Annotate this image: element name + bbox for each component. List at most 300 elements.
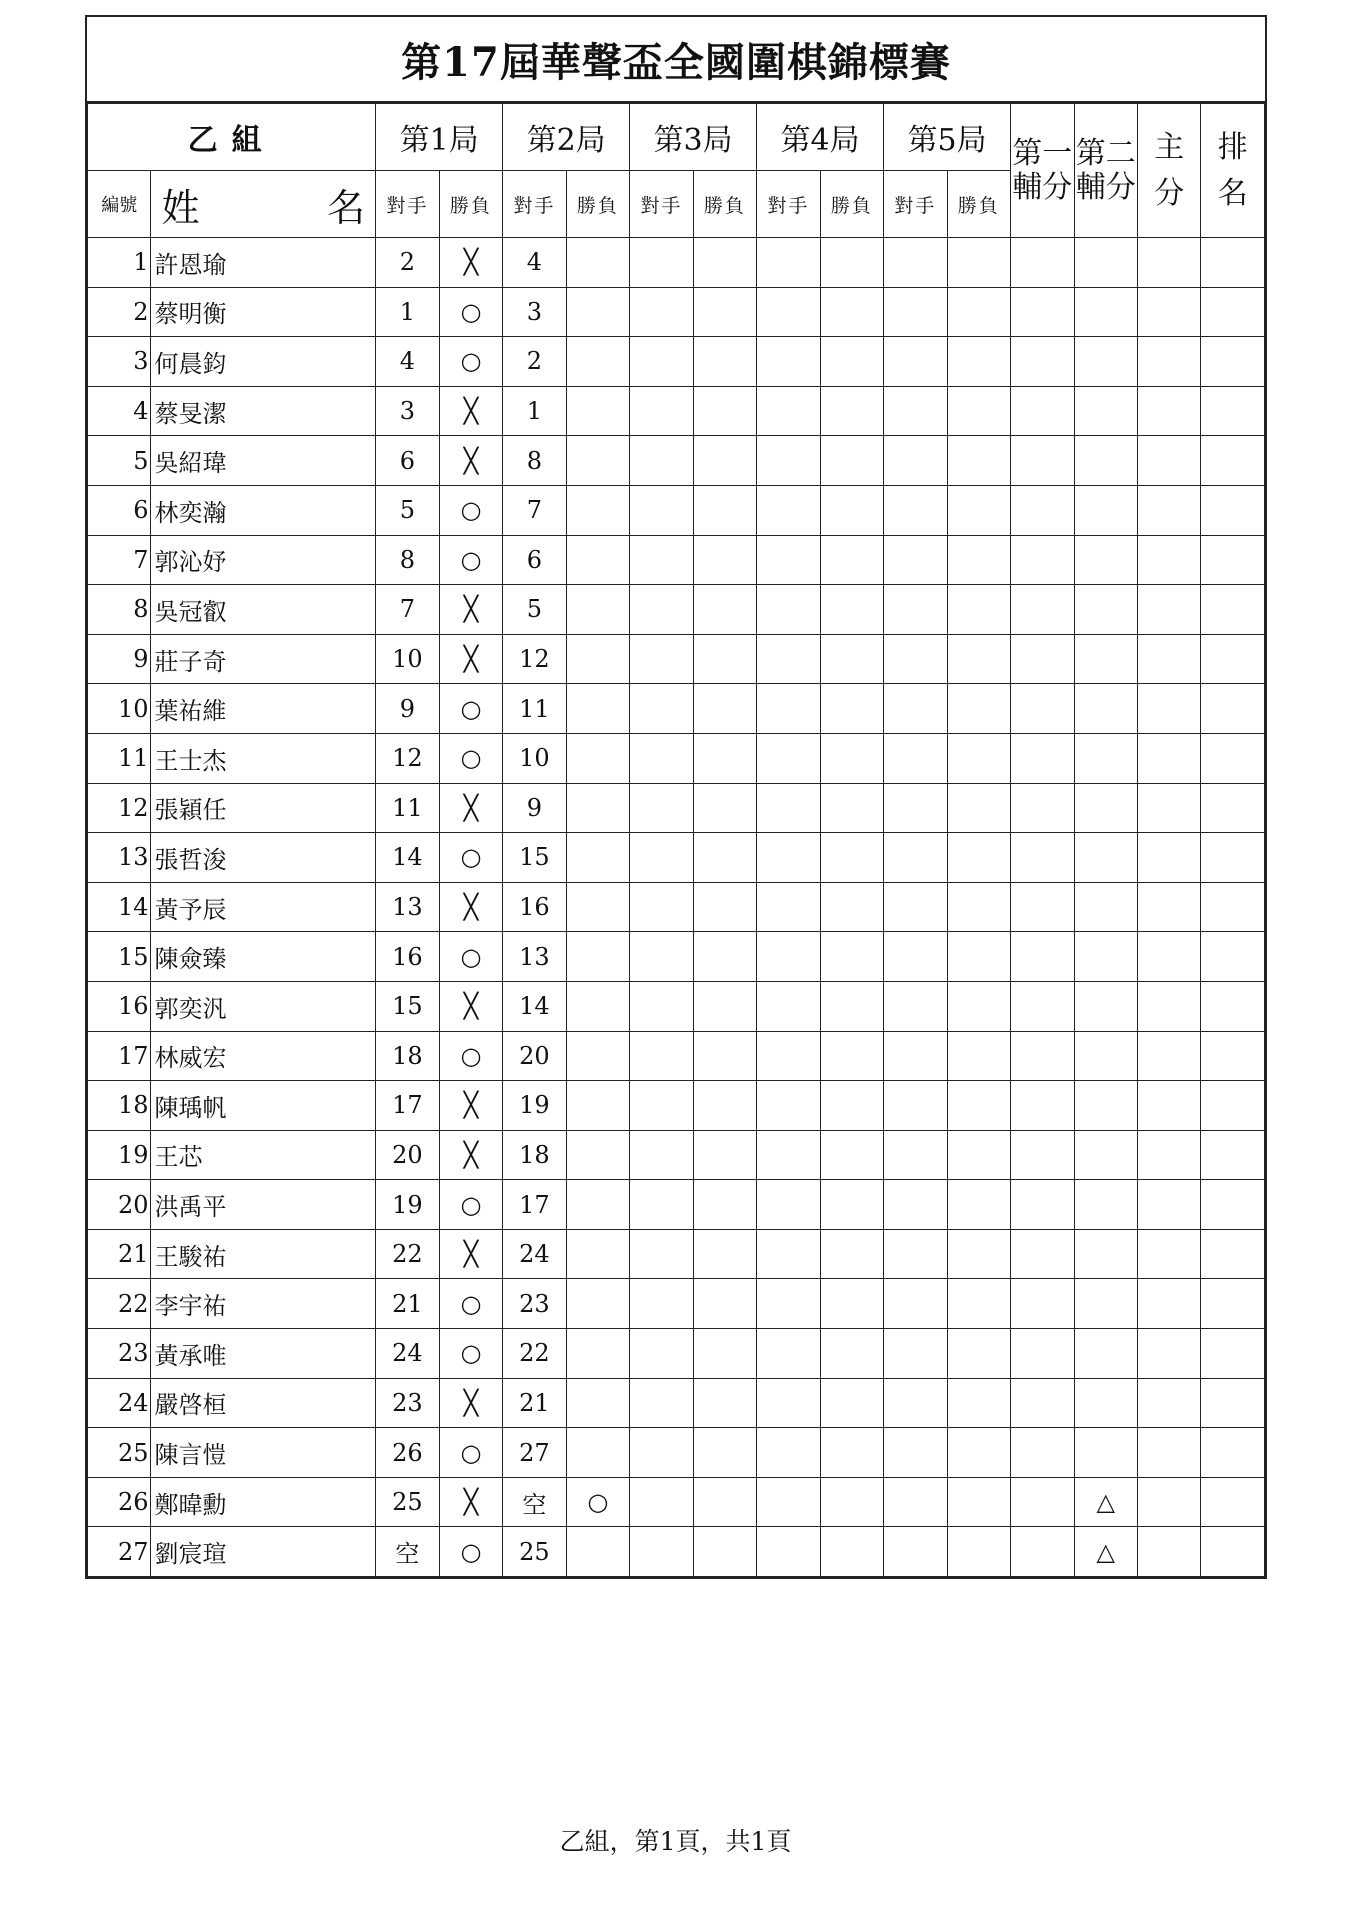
- r2-opponent: 4: [503, 238, 566, 288]
- aux-score-2: [1074, 783, 1137, 833]
- r2-result: [566, 238, 629, 288]
- r1-result: ○: [439, 1279, 502, 1329]
- r1-result: ○: [439, 1329, 502, 1379]
- r1-opponent: 14: [376, 833, 439, 883]
- table-row: [88, 882, 1265, 932]
- r1-opponent: 26: [376, 1428, 439, 1478]
- aux-score-1: [1011, 287, 1074, 337]
- r2-result: [566, 1428, 629, 1478]
- r2-opponent: 17: [503, 1180, 566, 1230]
- r2-opponent: 11: [503, 684, 566, 734]
- main-score: [1138, 733, 1201, 783]
- aux-score-2: [1074, 535, 1137, 585]
- r4-result: [820, 1527, 883, 1577]
- main-score: [1138, 1229, 1201, 1279]
- r5-opponent: [884, 485, 947, 535]
- player-number: 19: [88, 1130, 151, 1180]
- player-name: 吳冠叡: [151, 585, 376, 635]
- main-score: [1138, 436, 1201, 486]
- r4-result: [820, 1279, 883, 1329]
- rank: [1201, 1428, 1265, 1478]
- r3-result: [693, 1180, 756, 1230]
- number-header: 編號: [88, 171, 151, 238]
- rank: [1201, 287, 1265, 337]
- aux-score-1: [1011, 1031, 1074, 1081]
- main-score: [1138, 287, 1201, 337]
- r1-opponent: 空: [376, 1527, 439, 1577]
- aux-score-2: [1074, 1428, 1137, 1478]
- r5-result: [947, 1081, 1010, 1131]
- rank: [1201, 535, 1265, 585]
- r5-opponent: [884, 684, 947, 734]
- r1-opponent: 8: [376, 535, 439, 585]
- table-row: [88, 1527, 1265, 1577]
- r4-opponent: [757, 882, 820, 932]
- main-score-top: 主: [1154, 129, 1185, 165]
- r5-result: [947, 1378, 1010, 1428]
- player-number: 18: [88, 1081, 151, 1131]
- table-row: [88, 634, 1265, 684]
- r3-opponent: [630, 932, 693, 982]
- r4-opponent: [757, 386, 820, 436]
- aux-score-2-top: 第二: [1075, 135, 1136, 171]
- main-score-bottom: 分: [1154, 175, 1185, 211]
- aux-score-2: △: [1074, 1527, 1137, 1577]
- r1-result: ╳: [439, 981, 502, 1031]
- r1-opponent: 20: [376, 1130, 439, 1180]
- table-row: [88, 1031, 1265, 1081]
- player-name: 洪禹平: [151, 1180, 376, 1230]
- r4-result: [820, 485, 883, 535]
- r2-result: [566, 535, 629, 585]
- table-row: [88, 1130, 1265, 1180]
- name-header-last: 名: [327, 185, 366, 230]
- table-row: [88, 585, 1265, 635]
- r5-opponent: [884, 238, 947, 288]
- r4-opponent: [757, 436, 820, 486]
- player-name: 葉祐維: [151, 684, 376, 734]
- r5-result-header: 勝負: [947, 171, 1010, 238]
- aux-score-1: [1011, 1130, 1074, 1180]
- r3-opponent: [630, 634, 693, 684]
- aux-score-1: [1011, 882, 1074, 932]
- r5-opponent: [884, 1527, 947, 1577]
- r1-result: ╳: [439, 386, 502, 436]
- rank: [1201, 1180, 1265, 1230]
- main-score: [1138, 585, 1201, 635]
- r2-result: [566, 1279, 629, 1329]
- r1-result: ○: [439, 1428, 502, 1478]
- r1-opponent: 16: [376, 932, 439, 982]
- r1-result: ○: [439, 535, 502, 585]
- player-number: 2: [88, 287, 151, 337]
- player-name: 劉宸瑄: [151, 1527, 376, 1577]
- table-row: [88, 833, 1265, 883]
- aux-score-2-bottom: 輔分: [1075, 169, 1136, 205]
- aux-score-1: [1011, 1081, 1074, 1131]
- r5-opponent: [884, 932, 947, 982]
- rank: [1201, 337, 1265, 387]
- rank: [1201, 634, 1265, 684]
- r2-opponent: 27: [503, 1428, 566, 1478]
- r3-result: [693, 733, 756, 783]
- rank: [1201, 733, 1265, 783]
- r2-opponent-header: 對手: [503, 171, 566, 238]
- r3-result: [693, 684, 756, 734]
- r3-opponent: [630, 1180, 693, 1230]
- r3-result: [693, 1279, 756, 1329]
- r2-opponent: 10: [503, 733, 566, 783]
- r2-result: [566, 436, 629, 486]
- page-footer: 乙組，第1頁，共1頁: [559, 1827, 792, 1856]
- player-name: 陳僉臻: [151, 932, 376, 982]
- r1-opponent: 23: [376, 1378, 439, 1428]
- r1-result: ╳: [439, 1378, 502, 1428]
- r2-opponent: 18: [503, 1130, 566, 1180]
- r4-result: [820, 1428, 883, 1478]
- rank: [1201, 1378, 1265, 1428]
- r2-result: [566, 932, 629, 982]
- r4-opponent: [757, 634, 820, 684]
- r2-opponent: 14: [503, 981, 566, 1031]
- table-row: [88, 1329, 1265, 1379]
- r4-opponent: [757, 1477, 820, 1527]
- r1-opponent: 22: [376, 1229, 439, 1279]
- r1-opponent: 5: [376, 485, 439, 535]
- r2-result: [566, 337, 629, 387]
- r4-result: [820, 585, 883, 635]
- player-name: 張哲浚: [151, 833, 376, 883]
- r5-result: [947, 1329, 1010, 1379]
- r3-opponent: [630, 1279, 693, 1329]
- r5-opponent: [884, 882, 947, 932]
- aux-score-1: [1011, 1477, 1074, 1527]
- table-row: [88, 287, 1265, 337]
- r5-opponent: [884, 1279, 947, 1329]
- r4-opponent: [757, 287, 820, 337]
- aux-score-2: [1074, 238, 1137, 288]
- r5-result: [947, 833, 1010, 883]
- r4-opponent: [757, 1130, 820, 1180]
- r3-opponent-header: 對手: [630, 171, 693, 238]
- aux-score-2: [1074, 1180, 1137, 1230]
- r1-opponent: 11: [376, 783, 439, 833]
- r5-result: [947, 535, 1010, 585]
- main-score: [1138, 1031, 1201, 1081]
- r4-result-header: 勝負: [820, 171, 883, 238]
- r4-result: [820, 882, 883, 932]
- rank: [1201, 1279, 1265, 1329]
- aux-score-2: [1074, 634, 1137, 684]
- r2-result: ○: [566, 1477, 629, 1527]
- player-number: 24: [88, 1378, 151, 1428]
- name-header-first: 姓: [161, 185, 200, 230]
- player-number: 13: [88, 833, 151, 883]
- r3-result: [693, 783, 756, 833]
- r5-opponent: [884, 337, 947, 387]
- aux-score-1: [1011, 833, 1074, 883]
- r3-opponent: [630, 1527, 693, 1577]
- rank: [1201, 1477, 1265, 1527]
- r4-result: [820, 833, 883, 883]
- r2-opponent: 1: [503, 386, 566, 436]
- r4-opponent: [757, 1527, 820, 1577]
- round-4-header: 第4局: [757, 104, 884, 171]
- r5-result: [947, 1527, 1010, 1577]
- r1-opponent: 25: [376, 1477, 439, 1527]
- table-row: [88, 1279, 1265, 1329]
- r2-opponent: 22: [503, 1329, 566, 1379]
- rank: [1201, 1081, 1265, 1131]
- r4-opponent: [757, 535, 820, 585]
- table-row: [88, 1229, 1265, 1279]
- r2-result: [566, 1130, 629, 1180]
- table-row: [88, 485, 1265, 535]
- aux-score-1: [1011, 1229, 1074, 1279]
- r1-opponent: 6: [376, 436, 439, 486]
- aux-score-1-top: 第一: [1012, 135, 1073, 171]
- r4-opponent-header: 對手: [757, 171, 820, 238]
- r5-result: [947, 436, 1010, 486]
- aux-score-2: [1074, 337, 1137, 387]
- main-score: [1138, 1081, 1201, 1131]
- player-name: 李宇祐: [151, 1279, 376, 1329]
- aux-score-1: [1011, 1378, 1074, 1428]
- r5-opponent: [884, 436, 947, 486]
- r1-opponent: 15: [376, 981, 439, 1031]
- r5-opponent: [884, 1081, 947, 1131]
- r3-opponent: [630, 436, 693, 486]
- r4-opponent: [757, 783, 820, 833]
- r5-result: [947, 1428, 1010, 1478]
- player-number: 3: [88, 337, 151, 387]
- player-number: 4: [88, 386, 151, 436]
- aux-score-2: △: [1074, 1477, 1137, 1527]
- player-number: 14: [88, 882, 151, 932]
- r3-opponent: [630, 783, 693, 833]
- r5-opponent: [884, 585, 947, 635]
- rank: [1201, 386, 1265, 436]
- r3-opponent: [630, 882, 693, 932]
- r5-result: [947, 733, 1010, 783]
- r2-result: [566, 1329, 629, 1379]
- r2-result: [566, 1031, 629, 1081]
- aux-score-2: [1074, 1329, 1137, 1379]
- main-score: [1138, 1378, 1201, 1428]
- rank: [1201, 932, 1265, 982]
- aux-score-1: [1011, 684, 1074, 734]
- r5-opponent: [884, 287, 947, 337]
- player-number: 20: [88, 1180, 151, 1230]
- rank-bottom: 名: [1217, 175, 1248, 211]
- player-number: 23: [88, 1329, 151, 1379]
- rank: [1201, 833, 1265, 883]
- r4-opponent: [757, 485, 820, 535]
- aux-score-1-bottom: 輔分: [1012, 169, 1073, 205]
- r4-result: [820, 1329, 883, 1379]
- r3-result-header: 勝負: [693, 171, 756, 238]
- table-row: [88, 535, 1265, 585]
- r5-opponent: [884, 1229, 947, 1279]
- r3-opponent: [630, 1428, 693, 1478]
- r1-opponent: 2: [376, 238, 439, 288]
- r2-result: [566, 1378, 629, 1428]
- r1-result: ╳: [439, 585, 502, 635]
- player-name: 陳瑀帆: [151, 1081, 376, 1131]
- r3-result: [693, 1081, 756, 1131]
- r1-result: ○: [439, 932, 502, 982]
- r2-result: [566, 833, 629, 883]
- r4-opponent: [757, 684, 820, 734]
- aux-score-1: [1011, 783, 1074, 833]
- main-score-header: [1138, 104, 1201, 238]
- r3-opponent: [630, 1031, 693, 1081]
- r4-opponent: [757, 1229, 820, 1279]
- r2-result: [566, 1180, 629, 1230]
- player-number: 5: [88, 436, 151, 486]
- player-number: 8: [88, 585, 151, 635]
- r3-result: [693, 1527, 756, 1577]
- rank: [1201, 436, 1265, 486]
- aux-score-2: [1074, 833, 1137, 883]
- main-score: [1138, 1180, 1201, 1230]
- r3-opponent: [630, 585, 693, 635]
- main-score: [1138, 1130, 1201, 1180]
- r4-opponent: [757, 1428, 820, 1478]
- rank: [1201, 981, 1265, 1031]
- r5-opponent: [884, 981, 947, 1031]
- r4-opponent: [757, 238, 820, 288]
- r2-opponent: 12: [503, 634, 566, 684]
- main-score: [1138, 634, 1201, 684]
- aux-score-1-header: [1011, 104, 1074, 238]
- r3-result: [693, 287, 756, 337]
- table-row: [88, 337, 1265, 387]
- main-score: [1138, 535, 1201, 585]
- r5-result: [947, 1477, 1010, 1527]
- r1-opponent: 24: [376, 1329, 439, 1379]
- r3-result: [693, 932, 756, 982]
- main-score: [1138, 783, 1201, 833]
- r1-result: ○: [439, 833, 502, 883]
- r2-opponent: 16: [503, 882, 566, 932]
- r3-opponent: [630, 1477, 693, 1527]
- r1-opponent-header: 對手: [376, 171, 439, 238]
- results-table: [87, 103, 1265, 1577]
- aux-score-1: [1011, 337, 1074, 387]
- aux-score-2: [1074, 981, 1137, 1031]
- r5-opponent: [884, 535, 947, 585]
- table-row: [88, 733, 1265, 783]
- r3-opponent: [630, 981, 693, 1031]
- r3-result: [693, 634, 756, 684]
- r5-result: [947, 1180, 1010, 1230]
- rank: [1201, 485, 1265, 535]
- player-name: 郭沁妤: [151, 535, 376, 585]
- r1-result: ○: [439, 1031, 502, 1081]
- player-name: 黃予辰: [151, 882, 376, 932]
- round-2-header: 第2局: [503, 104, 630, 171]
- rank: [1201, 783, 1265, 833]
- aux-score-2: [1074, 1031, 1137, 1081]
- aux-score-2: [1074, 684, 1137, 734]
- table-row: [88, 386, 1265, 436]
- r1-opponent: 19: [376, 1180, 439, 1230]
- r3-opponent: [630, 535, 693, 585]
- r2-result: [566, 882, 629, 932]
- r1-result: ╳: [439, 783, 502, 833]
- player-name: 蔡明衡: [151, 287, 376, 337]
- player-name: 林威宏: [151, 1031, 376, 1081]
- main-score: [1138, 1527, 1201, 1577]
- r2-opponent: 6: [503, 535, 566, 585]
- player-number: 1: [88, 238, 151, 288]
- player-number: 15: [88, 932, 151, 982]
- r4-opponent: [757, 833, 820, 883]
- player-name: 王駿祐: [151, 1229, 376, 1279]
- r5-result: [947, 337, 1010, 387]
- r2-result: [566, 634, 629, 684]
- r4-result: [820, 1229, 883, 1279]
- player-number: 25: [88, 1428, 151, 1478]
- r2-result: [566, 485, 629, 535]
- r4-opponent: [757, 733, 820, 783]
- aux-score-1: [1011, 932, 1074, 982]
- main-score: [1138, 485, 1201, 535]
- main-score: [1138, 882, 1201, 932]
- r3-opponent: [630, 337, 693, 387]
- player-number: 17: [88, 1031, 151, 1081]
- r1-result: ○: [439, 1180, 502, 1230]
- player-number: 12: [88, 783, 151, 833]
- r2-opponent: 3: [503, 287, 566, 337]
- aux-score-1: [1011, 1527, 1074, 1577]
- r3-opponent: [630, 485, 693, 535]
- r3-result: [693, 585, 756, 635]
- r2-opponent: 9: [503, 783, 566, 833]
- player-number: 22: [88, 1279, 151, 1329]
- r5-opponent: [884, 733, 947, 783]
- r1-opponent: 13: [376, 882, 439, 932]
- r1-opponent: 3: [376, 386, 439, 436]
- rank: [1201, 238, 1265, 288]
- r5-result: [947, 634, 1010, 684]
- main-score: [1138, 1428, 1201, 1478]
- main-score: [1138, 981, 1201, 1031]
- r5-result: [947, 1279, 1010, 1329]
- rank-header: [1201, 104, 1265, 238]
- r3-opponent: [630, 1130, 693, 1180]
- r5-opponent: [884, 1130, 947, 1180]
- r5-result: [947, 1229, 1010, 1279]
- r1-result-header: 勝負: [439, 171, 502, 238]
- r4-opponent: [757, 1081, 820, 1131]
- rank: [1201, 1130, 1265, 1180]
- r5-result: [947, 783, 1010, 833]
- r2-opponent: 15: [503, 833, 566, 883]
- r3-opponent: [630, 1329, 693, 1379]
- aux-score-2: [1074, 1229, 1137, 1279]
- r5-result: [947, 238, 1010, 288]
- r5-opponent: [884, 783, 947, 833]
- r3-result: [693, 535, 756, 585]
- rank: [1201, 882, 1265, 932]
- r2-opponent: 2: [503, 337, 566, 387]
- r4-result: [820, 436, 883, 486]
- r1-result: ○: [439, 733, 502, 783]
- r1-result: ○: [439, 485, 502, 535]
- aux-score-2: [1074, 1378, 1137, 1428]
